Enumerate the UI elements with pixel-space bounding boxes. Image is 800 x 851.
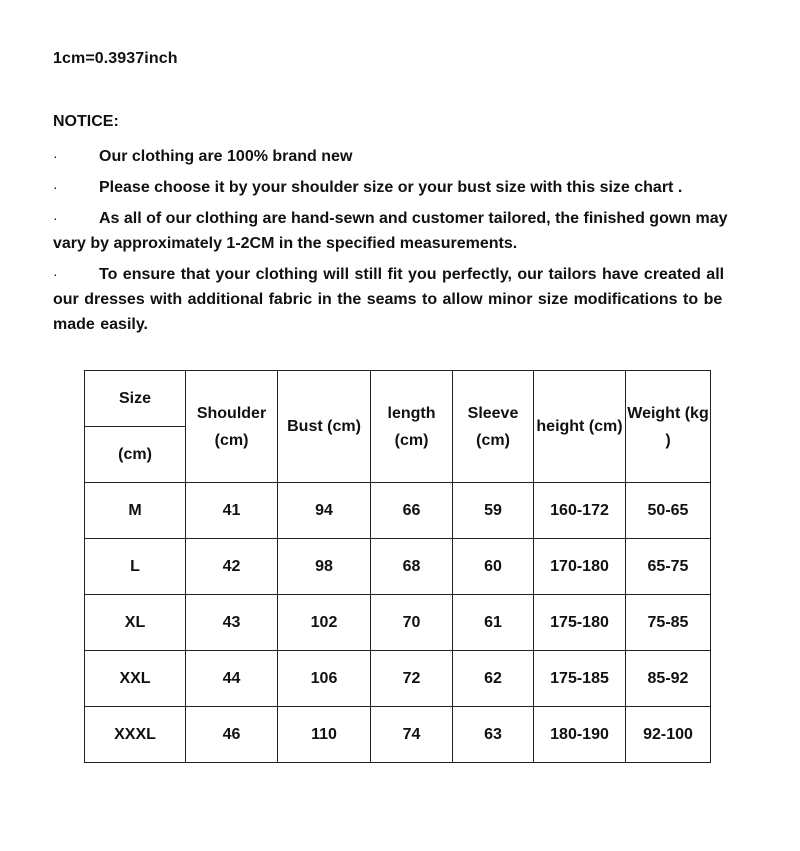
length-cell: 70 <box>371 595 453 651</box>
notice-item-text: Please choose it by your shoulder size or your bust size with this size chart . <box>99 179 683 196</box>
size-cell: L <box>85 539 186 595</box>
sleeve-cell: 60 <box>453 539 534 595</box>
height-cell: 160-172 <box>534 483 626 539</box>
height-cell: 170-180 <box>534 539 626 595</box>
weight-cell: 65-75 <box>626 539 711 595</box>
length-cell: 72 <box>371 651 453 707</box>
sleeve-cell: 59 <box>453 483 534 539</box>
bust-cell: 106 <box>278 651 371 707</box>
notice-list <box>53 144 753 343</box>
weight-cell: 85-92 <box>626 651 711 707</box>
height-header: height (cm) <box>534 371 626 483</box>
height-cell: 180-190 <box>534 707 626 763</box>
notice-item-text: Our clothing are 100% brand new <box>99 148 353 165</box>
table-row <box>85 651 711 707</box>
notice-item <box>53 175 753 200</box>
sleeve-cell: 63 <box>453 707 534 763</box>
length-cell: 74 <box>371 707 453 763</box>
table-row <box>85 483 711 539</box>
bullet-dot-icon: · <box>53 210 58 226</box>
sleeve-header: Sleeve (cm) <box>453 371 534 483</box>
weight-cell: 92-100 <box>626 707 711 763</box>
bullet-dot-icon: · <box>53 179 58 195</box>
sleeve-cell: 61 <box>453 595 534 651</box>
notice-heading: NOTICE: <box>53 113 119 130</box>
table-row <box>85 539 711 595</box>
height-cell: 175-185 <box>534 651 626 707</box>
bust-cell: 110 <box>278 707 371 763</box>
size-header-unit: (cm) <box>85 427 186 483</box>
shoulder-header: Shoulder (cm) <box>186 371 278 483</box>
notice-item <box>53 262 753 337</box>
unit-conversion-note: 1cm=0.3937inch <box>53 50 178 67</box>
weight-header: Weight (kg ) <box>626 371 711 483</box>
length-header: length (cm) <box>371 371 453 483</box>
bust-header: Bust (cm) <box>278 371 371 483</box>
notice-item-text: As all of our clothing are hand-sewn and customer tailored, the finished gown may vary by approximately 1-2CM in the specified measurements. <box>53 210 728 252</box>
size-cell: XXL <box>85 651 186 707</box>
table-row <box>85 707 711 763</box>
shoulder-cell: 46 <box>186 707 278 763</box>
size-header-label: Size <box>85 371 186 427</box>
size-chart-table <box>84 370 711 763</box>
bust-cell: 102 <box>278 595 371 651</box>
shoulder-cell: 42 <box>186 539 278 595</box>
sleeve-cell: 62 <box>453 651 534 707</box>
shoulder-cell: 41 <box>186 483 278 539</box>
table-row <box>85 595 711 651</box>
length-cell: 68 <box>371 539 453 595</box>
size-cell: XXXL <box>85 707 186 763</box>
weight-cell: 50-65 <box>626 483 711 539</box>
weight-cell: 75-85 <box>626 595 711 651</box>
size-cell: XL <box>85 595 186 651</box>
bullet-dot-icon: · <box>53 266 58 282</box>
notice-item <box>53 206 753 256</box>
size-cell: M <box>85 483 186 539</box>
bullet-dot-icon: · <box>53 148 58 164</box>
height-cell: 175-180 <box>534 595 626 651</box>
length-cell: 66 <box>371 483 453 539</box>
shoulder-cell: 43 <box>186 595 278 651</box>
shoulder-cell: 44 <box>186 651 278 707</box>
bust-cell: 94 <box>278 483 371 539</box>
bust-cell: 98 <box>278 539 371 595</box>
notice-item-text: To ensure that your clothing will still fit you perfectly, our tailors have created all our dresses with additional fabric in the seams to allow minor size modifications to be made easily. <box>53 266 725 333</box>
notice-item <box>53 144 753 169</box>
